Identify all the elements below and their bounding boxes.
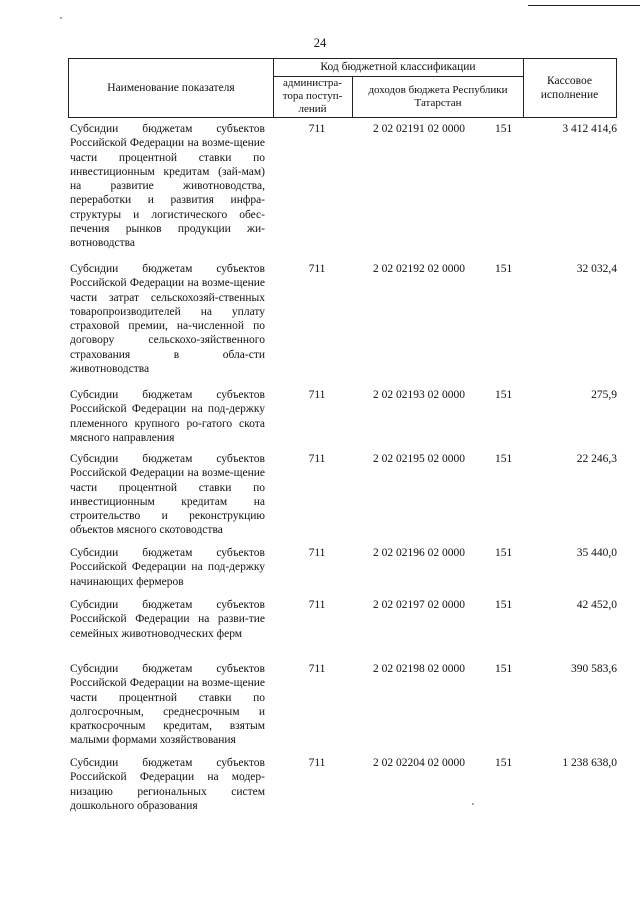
page-number: 24	[313, 36, 327, 50]
row-sub: 151	[495, 263, 513, 275]
row-sub: 151	[495, 599, 513, 611]
row-name: Субсидии бюджетам субъектов Российской Федерации на возме-щение части процентной ставки по инвестиционным кредитам (зай-мам) на развитие животноводства, переработки и развития инфра-структуры и логистического обес-печения рынков продукции жи-вотноводства	[70, 123, 265, 250]
row-name: Субсидии бюджетам субъектов Российской Федерации на под-держку начинающих фермеров	[70, 547, 265, 588]
row-amount: 275,9	[591, 389, 617, 401]
row-sub: 151	[495, 547, 513, 559]
row-admin: 711	[308, 453, 326, 465]
row-sub: 151	[495, 453, 513, 465]
row-admin: 711	[308, 663, 326, 675]
row-sub: 151	[495, 389, 513, 401]
header-cash: Кассовое исполнение	[540, 75, 599, 101]
row-name: Субсидии бюджетам субъектов Российской Федерации на возме-щение части процентной ставки по долгосрочным, среднесрочным и краткосрочным кредитам, взятым малыми формами хозяйствования	[70, 663, 265, 747]
table-header	[68, 58, 617, 118]
top-rule	[528, 5, 640, 6]
row-admin: 711	[308, 757, 326, 769]
row-code: 2 02 02198 02 0000	[373, 663, 465, 675]
scan-speck	[60, 17, 62, 19]
row-admin: 711	[308, 389, 326, 401]
row-amount: 3 412 414,6	[562, 123, 617, 135]
header-classification-group	[273, 59, 524, 117]
row-code: 2 02 02195 02 0000	[373, 453, 465, 465]
row-amount: 35 440,0	[576, 547, 617, 559]
row-code: 2 02 02197 02 0000	[373, 599, 465, 611]
row-name: Субсидии бюджетам субъектов Российской Федерации на возме-щение части процентной ставки по инвестиционным кредитам на строительство и реконструкцию объектов мясного скотоводства	[70, 453, 265, 537]
header-name: Наименование показателя	[69, 59, 274, 117]
scan-speck	[472, 803, 474, 805]
row-admin: 711	[308, 547, 326, 559]
header-admin: администра-тора поступ-лений	[273, 76, 353, 117]
row-amount: 390 583,6	[571, 663, 617, 675]
row-code: 2 02 02192 02 0000	[373, 263, 465, 275]
row-code: 2 02 02204 02 0000	[373, 757, 465, 769]
header-classification: Код бюджетной классификации	[273, 59, 523, 77]
row-sub: 151	[495, 757, 513, 769]
row-amount: 22 246,3	[576, 453, 617, 465]
row-admin: 711	[308, 123, 326, 135]
row-admin: 711	[308, 263, 326, 275]
row-sub: 151	[495, 123, 513, 135]
row-amount: 42 452,0	[576, 599, 617, 611]
row-code: 2 02 02196 02 0000	[373, 547, 465, 559]
row-sub: 151	[495, 663, 513, 675]
row-name: Субсидии бюджетам субъектов Российской Федерации на модер-низацию региональных систем дошкольного образования	[70, 757, 265, 812]
row-name: Субсидии бюджетам субъектов Российской Федерации на под-держку племенного крупного ро-гатого скота мясного направления	[70, 389, 265, 444]
row-amount: 32 032,4	[576, 263, 617, 275]
row-code: 2 02 02191 02 0000	[373, 123, 465, 135]
row-amount: 1 238 638,0	[562, 757, 617, 769]
row-admin: 711	[308, 599, 326, 611]
header-income: доходов бюджета Республики Татарстан	[368, 83, 508, 109]
row-name: Субсидии бюджетам субъектов Российской Федерации на возме-щение части затрат сельскохозяй-ственных товаропроизводителей на уплату страховой премии, на-численной по договору сельскохо-зяйственного страхования в обла-сти животноводства	[70, 263, 265, 376]
row-name: Субсидии бюджетам субъектов Российской Федерации на разви-тие семейных животноводческих ферм	[70, 599, 265, 640]
row-code: 2 02 02193 02 0000	[373, 389, 465, 401]
